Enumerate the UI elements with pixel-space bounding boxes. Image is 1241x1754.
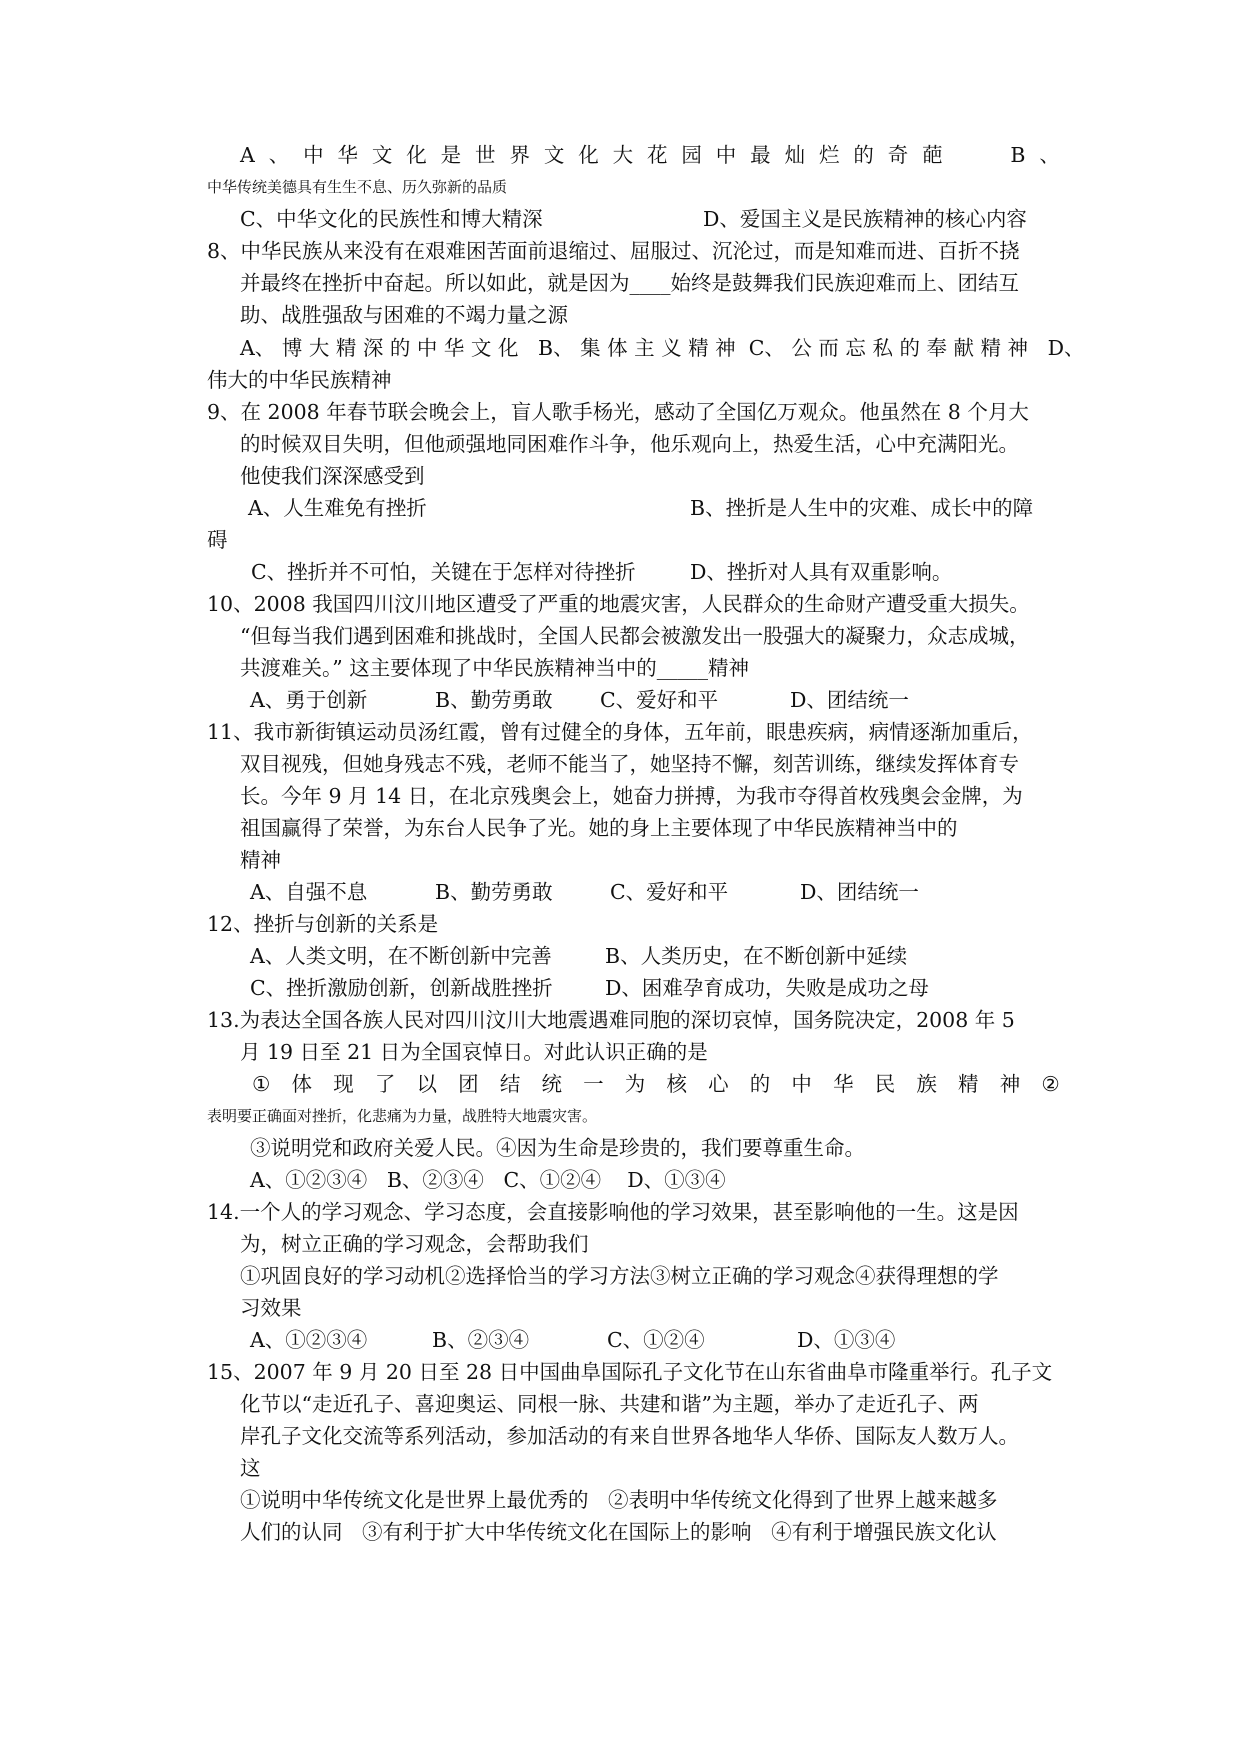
question-9-line: 9、在 2008 年春节联会晚会上，盲人歌手杨光，感动了全国亿万观众。他虽然在 8 个月大: [207, 400, 1029, 424]
question-8-line: 8、中华民族从来没有在艰难困苦面前退缩过、屈服过、沉沦过，而是知难而进、百折不挠: [207, 239, 1020, 263]
glyph: 中: [715, 143, 737, 167]
option: A、自强不息: [250, 880, 368, 904]
glyph: 最: [750, 143, 771, 167]
option: C、①②④: [607, 1328, 705, 1352]
glyph: 化: [406, 143, 427, 167]
question-14-line: 为，树立正确的学习观念，会帮助我们: [240, 1232, 589, 1256]
question-11-line: 双目视残，但她身残志不残，老师不能当了，她坚持不懈，刻苦训练，继续发挥体育专: [240, 752, 1019, 776]
question-10-options: [250, 685, 909, 715]
question-13-line: 月 19 日至 21 日为全国哀悼日。对此认识正确的是: [240, 1040, 708, 1064]
option: B、勤劳勇敢: [435, 880, 553, 904]
glyph: ①: [252, 1072, 271, 1096]
question-9-option-d: D、挫折对人具有双重影响。: [690, 560, 953, 584]
question-13-options: A、①②③④ B、②③④ C、①②④ D、①③④: [250, 1168, 726, 1192]
glyph: 民: [874, 1072, 896, 1096]
question-10-line: 10、2008 我国四川汶川地区遭受了严重的地震灾害，人民群众的生命财产遭受重大损失。: [207, 592, 1030, 616]
question-14-line: 14.一个人的学习观念、学习态度，会直接影响他的学习效果，甚至影响他的一生。这是因: [207, 1200, 1019, 1224]
question-12-option-d: D、困难孕育成功，失败是成功之母: [605, 976, 929, 1000]
question-8-line: 并最终在挫折中奋起。所以如此，就是因为____始终是鼓舞我们民族迎难而上、团结互: [240, 271, 1019, 295]
option-text: 中华传统美德具有生生不息、历久弥新的品质: [207, 178, 508, 196]
glyph: 、: [268, 143, 290, 167]
question-11-line: 精神: [240, 848, 281, 872]
glyph: 现: [333, 1072, 354, 1096]
glyph: 了: [374, 1072, 396, 1096]
option: B、②③④: [432, 1328, 530, 1352]
glyph: 界: [509, 143, 530, 167]
option-line-justified: [240, 140, 1060, 170]
question-15-line: 15、2007 年 9 月 20 日至 28 日中国曲阜国际孔子文化节在山东省曲阜市隆重举行。孔子文: [207, 1360, 1053, 1384]
question-9-option-c: C、挫折并不可怕，关键在于怎样对待挫折: [251, 560, 636, 584]
question-15-line: 这: [240, 1456, 261, 1480]
question-9-option-b: 碍: [207, 528, 228, 552]
question-11-line: 祖国赢得了荣誉，为东台人民争了光。她的身上主要体现了中华民族精神当中的: [240, 816, 958, 840]
question-15-line: 岸孔子文化交流等系列活动，参加活动的有来自世界各地华人华侨、国际友人数万人。: [240, 1424, 1019, 1448]
glyph: 精: [958, 1072, 979, 1096]
question-8-line: 助、战胜强敌与困难的不竭力量之源: [240, 303, 568, 327]
question-9-option-a: A、人生难免有挫折: [248, 496, 427, 520]
glyph: 神: [999, 1072, 1021, 1096]
option: D、团结统一: [790, 688, 909, 712]
question-14-options: [250, 1325, 895, 1355]
glyph: 大: [612, 143, 634, 167]
glyph: 灿: [784, 143, 806, 167]
option: D、①③④: [797, 1328, 896, 1352]
option: C、爱好和平: [600, 688, 719, 712]
option: D、团结统一: [800, 880, 919, 904]
glyph: 核: [666, 1072, 687, 1096]
question-10-line: “但每当我们遇到困难和挑战时，全国人民都会被激发出一股强大的凝聚力，众志成城，: [240, 624, 1030, 648]
glyph: 统: [541, 1072, 562, 1096]
glyph: 为: [624, 1072, 646, 1096]
glyph: 中: [791, 1072, 812, 1096]
glyph: 体: [291, 1072, 313, 1096]
glyph: 是: [440, 143, 462, 167]
option: C、爱好和平: [610, 880, 729, 904]
question-11-options: [250, 877, 919, 907]
option: A、勇于创新: [250, 688, 368, 712]
question-15-line: 化节以“走近孔子、喜迎奥运、同根一脉、共建和谐”为主题，举办了走近孔子、两: [240, 1392, 979, 1416]
glyph: 的: [853, 143, 874, 167]
glyph: 园: [681, 143, 702, 167]
question-8-options: A、 博 大 精 深 的 中 华 文 化 B、 集 体 主 义 精 神 C、 公 而 忘 私 的 奉 献 精 神 D、: [240, 336, 1085, 360]
question-9-line: 他使我们深深感受到: [240, 464, 425, 488]
glyph: 中: [303, 143, 324, 167]
question-11-line: 长。今年 9 月 14 日，在北京残奥会上，她奋力拼搏，为我市夺得首枚残奥会金牌，为: [240, 784, 1023, 808]
question-11-line: 11、我市新街镇运动员汤红霞，曾有过健全的身体，五年前，眼患疾病，病情逐渐加重后，: [207, 720, 1033, 744]
question-13-line: 13.为表达全国各族人民对四川汶川大地震遇难同胞的深切哀悼，国务院决定，2008 年 5: [207, 1008, 1015, 1032]
question-15-statement: 人们的认同 ③有利于扩大中华传统文化在国际上的影响 ④有利于增强民族文化认: [240, 1520, 997, 1544]
option: A、①②③④: [250, 1328, 368, 1352]
question-9-line: 的时候双目失明，但他顽强地同困难作斗争，他乐观向上，热爱生活，心中充满阳光。: [240, 432, 1019, 456]
glyph: 化: [578, 143, 599, 167]
question-15-statement: ①说明中华传统文化是世界上最优秀的 ②表明中华传统文化得到了世界上越来越多: [240, 1488, 998, 1512]
question-13-statement: 表明要正确面对挫折，化悲痛为力量，战胜特大地震灾害。: [207, 1107, 598, 1125]
glyph: 世: [475, 143, 496, 167]
glyph: 以: [416, 1072, 438, 1096]
glyph: 结: [499, 1072, 521, 1096]
option-c: C、中华文化的民族性和博大精深: [240, 207, 543, 231]
question-10-line: 共渡难关。” 这主要体现了中华民族精神当中的_____精神: [240, 656, 749, 680]
glyph: 奇: [887, 143, 909, 167]
glyph: 烂: [818, 143, 840, 167]
glyph: 华: [833, 1072, 854, 1096]
question-13-statement: ③说明党和政府关爱人民。④因为生命是珍贵的，我们要尊重生命。: [250, 1136, 865, 1160]
question-12-option-c: C、挫折激励创新，创新战胜挫折: [250, 976, 553, 1000]
glyph: 花: [647, 143, 668, 167]
glyph: 族: [916, 1072, 937, 1096]
glyph: B: [1010, 143, 1026, 167]
glyph: 的: [749, 1072, 771, 1096]
option-d: D、爱国主义是民族精神的核心内容: [703, 207, 1027, 231]
glyph: A: [240, 143, 255, 167]
glyph: 华: [337, 143, 358, 167]
question-8-options: 伟大的中华民族精神: [207, 368, 392, 392]
option: B、勤劳勇敢: [435, 688, 553, 712]
glyph: ②: [1041, 1072, 1060, 1096]
glyph: 文: [543, 143, 565, 167]
question-12-option-a: A、人类文明，在不断创新中完善: [250, 944, 552, 968]
glyph: 文: [371, 143, 393, 167]
glyph: 一: [583, 1072, 604, 1096]
question-14-statement: 习效果: [240, 1296, 302, 1320]
glyph: 、: [1039, 143, 1060, 167]
glyph: 心: [708, 1072, 729, 1096]
question-13-statement-justified: [252, 1069, 1060, 1099]
question-14-statement: ①巩固良好的学习动机②选择恰当的学习方法③树立正确的学习观念④获得理想的学: [240, 1264, 999, 1288]
question-12-option-b: B、人类历史，在不断创新中延续: [605, 944, 908, 968]
glyph: 团: [458, 1072, 479, 1096]
question-9-option-b: B、挫折是人生中的灾难、成长中的障: [690, 496, 1034, 520]
glyph: 葩: [922, 143, 943, 167]
question-12-line: 12、挫折与创新的关系是: [207, 912, 439, 936]
